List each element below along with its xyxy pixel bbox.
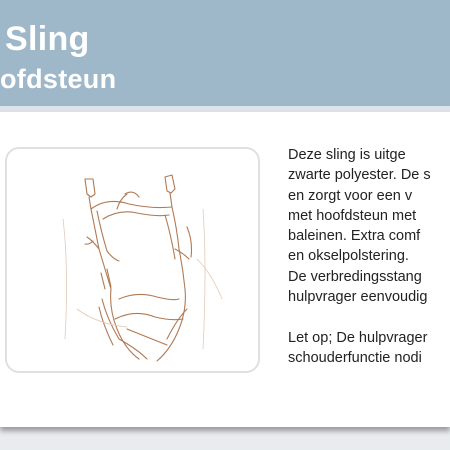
description-line: en okselpolstering.	[288, 248, 409, 265]
description-line: en zorgt voor een v	[288, 187, 413, 204]
description-line: De verbredingsstang	[288, 268, 422, 285]
description-line: hulpvrager eenvoudig	[288, 289, 428, 306]
product-image	[5, 147, 260, 373]
description-line: Deze sling is uitge	[288, 147, 406, 163]
page-subtitle: ofdsteun	[0, 64, 117, 94]
description-line: zwarte polyester. De s	[288, 167, 431, 184]
description-line: baleinen. Extra comf	[288, 228, 421, 245]
content-card	[0, 112, 450, 427]
description-line: Let op; De hulpvrager	[288, 329, 428, 346]
page-title: Sling	[5, 20, 90, 58]
description-line: schouderfunctie nodi	[288, 349, 422, 366]
description-text	[288, 145, 450, 368]
description-line: met hoofdsteun met	[288, 207, 417, 224]
description-spacer	[288, 307, 450, 327]
header-banner	[0, 0, 450, 107]
sling-sketch-icon	[7, 149, 258, 371]
